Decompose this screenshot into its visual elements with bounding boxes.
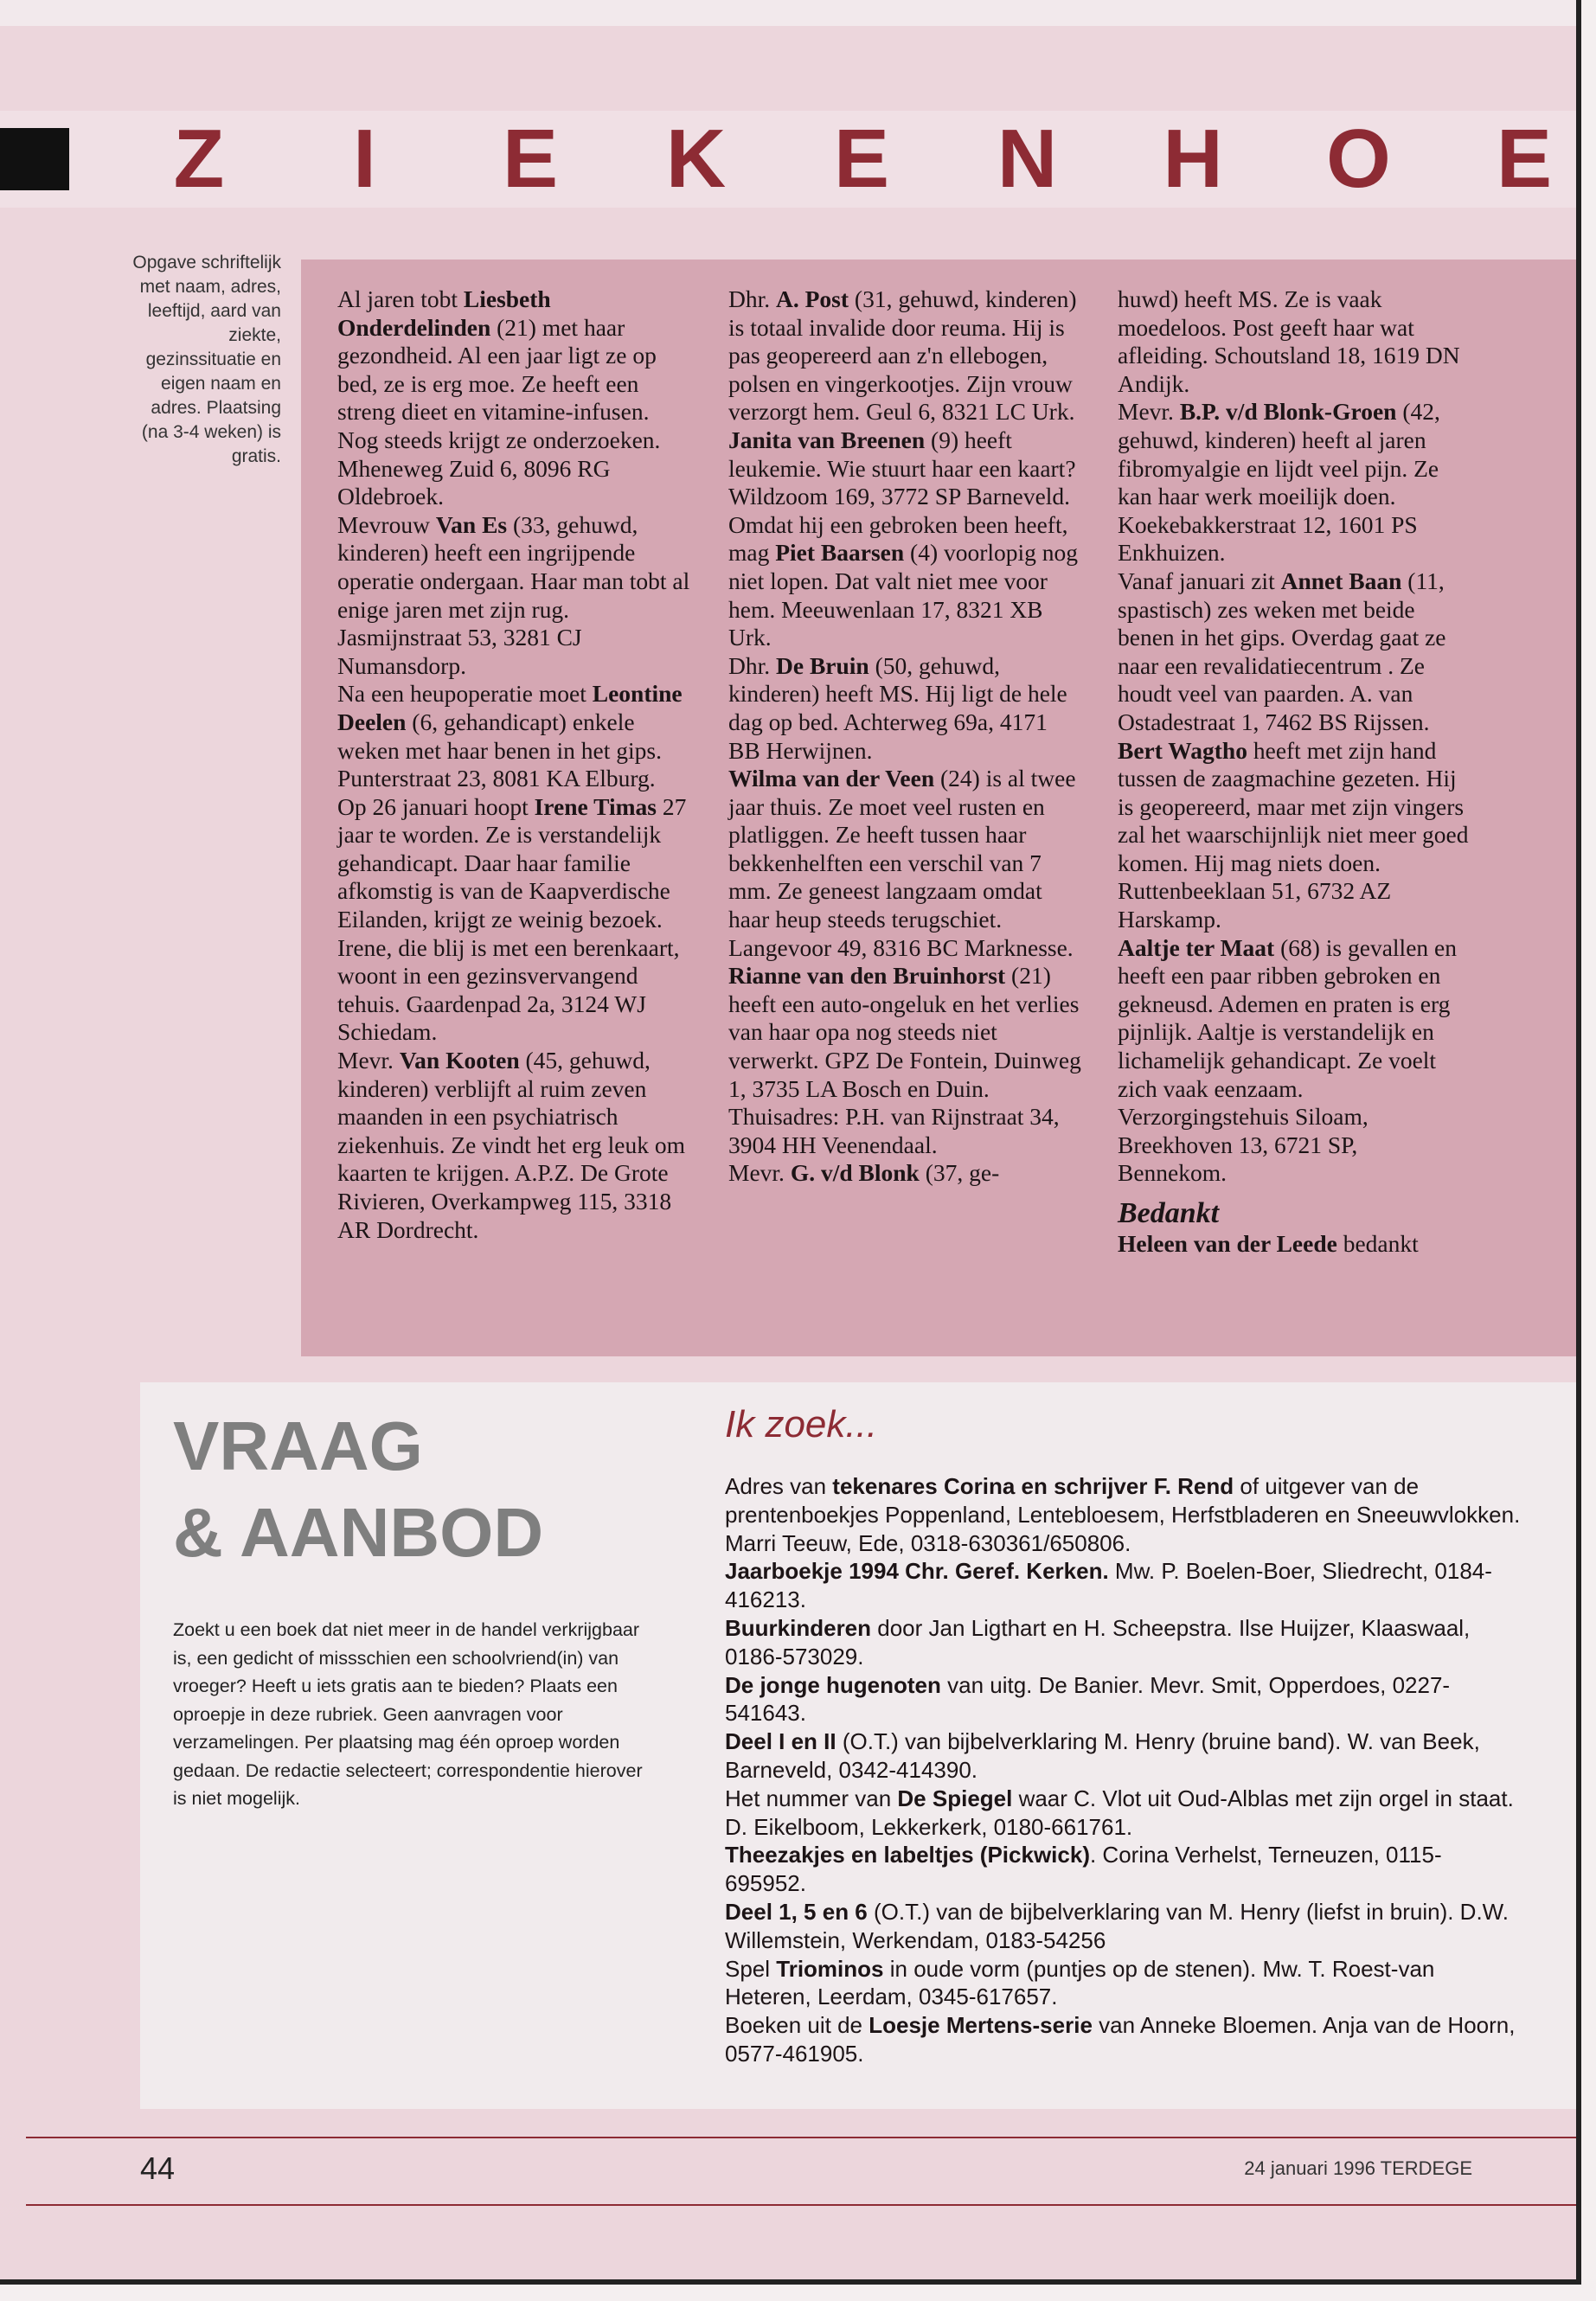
title-letter: Z <box>173 112 225 205</box>
title-letter: E <box>502 112 559 205</box>
column-2 <box>728 285 1083 1188</box>
patient-entry: Al jaren tobt Liesbeth Onderdelinden (21) met haar gezondheid. Al een jaar ligt ze op bed, ze is erg moe. Ze heeft een streng dieet en vitamine-infusen. Nog steeds krijgt ze onderzoeken. Mheneweg Zuid 6, 8096 RG Oldebroek. <box>337 285 661 510</box>
patient-entry: Mevr. G. v/d Blonk (37, ge- <box>728 1159 1000 1187</box>
vraag-title-line-2: & AANBOD <box>173 1494 544 1571</box>
issue-date: 24 januari 1996 TERDEGE <box>1244 2157 1472 2179</box>
patient-entry: Mevr. B.P. v/d Blonk-Groen (42, gehuwd, kinderen) heeft al jaren fibromyalgie en lijdt veel pijn. Ze kan haar werk moeilijk doen. Koekebakkerstraat 12, 1601 PS Enkhuizen. <box>1118 398 1440 567</box>
patient-entry: Aaltje ter Maat (68) is gevallen en heeft een paar ribben gebroken en gekneusd. Ademen en praten is erg pijnlijk. Aaltje is verstandelijk en lichamelijk gehandicapt. Ze voelt zich vaak eenzaam. Verzorgingstehuis Siloam, Breekhoven 13, 6721 SP, Bennekom. <box>1118 933 1457 1187</box>
title-letter: E <box>1496 112 1553 205</box>
ad-item: Theezakjes en labeltjes (Pickwick). Corina Verhelst, Terneuzen, 0115-695952. <box>725 1842 1442 1897</box>
top-strip <box>0 0 1576 26</box>
submission-note: Opgave schriftelijk met naam, adres, leeftijd, aard van ziekte, gezinssituatie en eigen naam en adres. Plaatsing (na 3-4 weken) is gratis. <box>132 253 281 466</box>
ad-item: Spel Triominos in oude vorm (puntjes op de stenen). Mw. T. Roest-van Heteren, Leerdam, 0345-617657. <box>725 1955 1435 2010</box>
section-title <box>147 111 1576 208</box>
patient-entry: Vanaf januari zit Annet Baan (11, spastisch) zes weken met beide benen in het gips. Overdag gaat ze naar een revalidatiecentrum . Ze houdt veel van paarden. A. van Ostadestraat 1, 7462 BS Rijssen. <box>1118 567 1446 735</box>
vraag-intro: Zoekt u een boek dat niet meer in de handel verkrijgbaar is, een gedicht of missschien een schoolvriend(in) van vroeger? Heeft u iets gratis aan te bieden? Plaats een oproepje in deze rubriek. Geen aanvragen voor verzamelingen. Per plaatsing mag één oproep worden gedaan. De redactie selecteert; correspondentie hierover is niet mogelijk. <box>173 1619 643 1809</box>
page-number: 44 <box>140 2150 176 2186</box>
section-marker <box>0 128 69 190</box>
patient-entry: Wilma van der Veen (24) is al twee jaar thuis. Ze moet veel rusten en platliggen. Ze heeft tussen haar bekkenhelften een verschil van 7 mm. Ze geneest langzaam omdat haar heup steeds terugschiet. Langevoor 49, 8316 BC Marknesse. <box>728 765 1076 961</box>
title-letter: E <box>833 112 890 205</box>
ad-item: De jonge hugenoten van uitg. De Banier. Mevr. Smit, Opperdoes, 0227-541643. <box>725 1671 1451 1727</box>
patient-entry: Bert Wagtho heeft met zijn hand tussen de zaagmachine gezeten. Hij is geopereerd, maar met zijn vingers zal het waarschijnlijk niet meer goed komen. Hij mag niets doen. Ruttenbeeklaan 51, 6732 AZ Harskamp. <box>1118 736 1469 933</box>
patient-entry: Mevr. Van Kooten (45, gehuwd, kinderen) verblijft al ruim zeven maanden in een psychiatrisch ziekenhuis. Ze vindt het erg leuk om kaarten te krijgen. A.P.Z. De Grote Rivieren, Overkampweg 115, 3318 AR Dordrecht. <box>337 1047 685 1243</box>
footer-rule-top <box>26 2137 1576 2138</box>
patient-entry: Dhr. De Bruin (50, gehuwd, kinderen) heeft MS. Hij ligt de hele dag op bed. Achterweg 69a, 4171 BB Herwijnen. <box>728 651 1067 764</box>
ad-item: Deel I en II (O.T.) van bijbelverklaring M. Henry (bruine band). W. van Beek, Barneveld, 0342-414390. <box>725 1728 1480 1783</box>
patient-entry: Op 26 januari hoopt Irene Timas 27 jaar te worden. Ze is verstandelijk gehandicapt. Daar haar familie afkomstig is van de Kaapverdische Eilanden, krijgt ze weinig bezoek. Irene, die blij is met een berenkaart, woont in een gezinsvervangend tehuis. Gaardenpad 2a, 3124 WJ Schiedam. <box>337 792 687 1046</box>
ad-item: Jaarboekje 1994 Chr. Geref. Kerken. Mw. P. Boelen-Boer, Sliedrecht, 0184-416213. <box>725 1558 1492 1613</box>
patient-entry: Omdat hij een gebroken been heeft, mag Piet Baarsen (4) voorlopig nog niet lopen. Dat valt niet mee voor hem. Meeuwenlaan 17, 8321 XB Urk. <box>728 510 1079 651</box>
ad-item: Boeken uit de Loesje Mertens-serie van Anneke Bloemen. Anja van de Hoorn, 0577-461905. <box>725 2012 1516 2067</box>
patient-entry: Rianne van den Bruinhorst (21) heeft een auto-ongeluk en het verlies van haar opa nog steeds niet verwerkt. GPZ De Fontein, Duinweg 1, 3735 LA Bosch en Duin. Thuisadres: P.H. van Rijnstraat 34, 3904 HH Veenendaal. <box>728 962 1081 1158</box>
patient-entry: Janita van Breenen (9) heeft leukemie. Wie stuurt haar een kaart? Wildzoom 169, 3772 SP Barneveld. <box>728 426 1076 510</box>
footer-rule-bottom <box>26 2204 1576 2206</box>
ikzoek-list <box>725 1472 1521 2068</box>
title-letter: H <box>1163 112 1223 205</box>
vraag-aanbod-title <box>173 1403 543 1576</box>
ikzoek-heading: Ik zoek... <box>725 1403 878 1445</box>
bedankt-heading: Bedankt <box>1118 1197 1220 1229</box>
title-letter: O <box>1326 112 1391 205</box>
title-letter: N <box>997 112 1058 205</box>
patient-entry: Dhr. A. Post (31, gehuwd, kinderen) is totaal invalide door reuma. Hij is pas geopereerd aan z'n ellebogen, polsen en vingerkootjes. Zijn vrouw verzorgt hem. Geul 6, 8321 LC Urk. <box>728 285 1077 426</box>
ad-item: Adres van tekenares Corina en schrijver F. Rend of uitgever van de prentenboekjes Poppenland, Lentebloesem, Herfstbladeren en Sneeuwvlokken. Marri Teeuw, Ede, 0318-630361/650806. <box>725 1473 1521 1556</box>
ad-item: Het nummer van De Spiegel waar C. Vlot uit Oud-Alblas met zijn orgel in staat. D. Eikelboom, Lekkerkerk, 0180-661761. <box>725 1785 1514 1840</box>
title-letter: I <box>353 112 376 205</box>
ad-item: Deel 1, 5 en 6 (O.T.) van de bijbelverklaring van M. Henry (liefst in bruin). D.W. Willemstein, Werkendam, 0183-54256 <box>725 1898 1509 1953</box>
column-3 <box>1118 285 1472 1258</box>
patient-entry: huwd) heeft MS. Ze is vaak moedeloos. Post geeft haar wat afleiding. Schoutsland 18, 1619 DN Andijk. <box>1118 285 1460 397</box>
patient-entry: Na een heupoperatie moet Leontine Deelen (6, gehandicapt) enkele weken met haar benen in het gips. Punterstraat 23, 8081 KA Elburg. <box>337 680 683 792</box>
column-1 <box>337 285 692 1244</box>
bedankt-line: Heleen van der Leede bedankt <box>1118 1229 1419 1257</box>
vraag-title-line-1: VRAAG <box>173 1407 423 1484</box>
patient-entry: Mevrouw Van Es (33, gehuwd, kinderen) heeft een ingrijpende operatie ondergaan. Haar man tobt al enige jaren met zijn rug. Jasmijnstraat 53, 3281 CJ Numansdorp. <box>337 510 690 679</box>
ad-item: Buurkinderen door Jan Ligthart en H. Scheepstra. Ilse Huijzer, Klaaswaal, 0186-573029. <box>725 1614 1471 1670</box>
title-letter: K <box>665 112 727 205</box>
